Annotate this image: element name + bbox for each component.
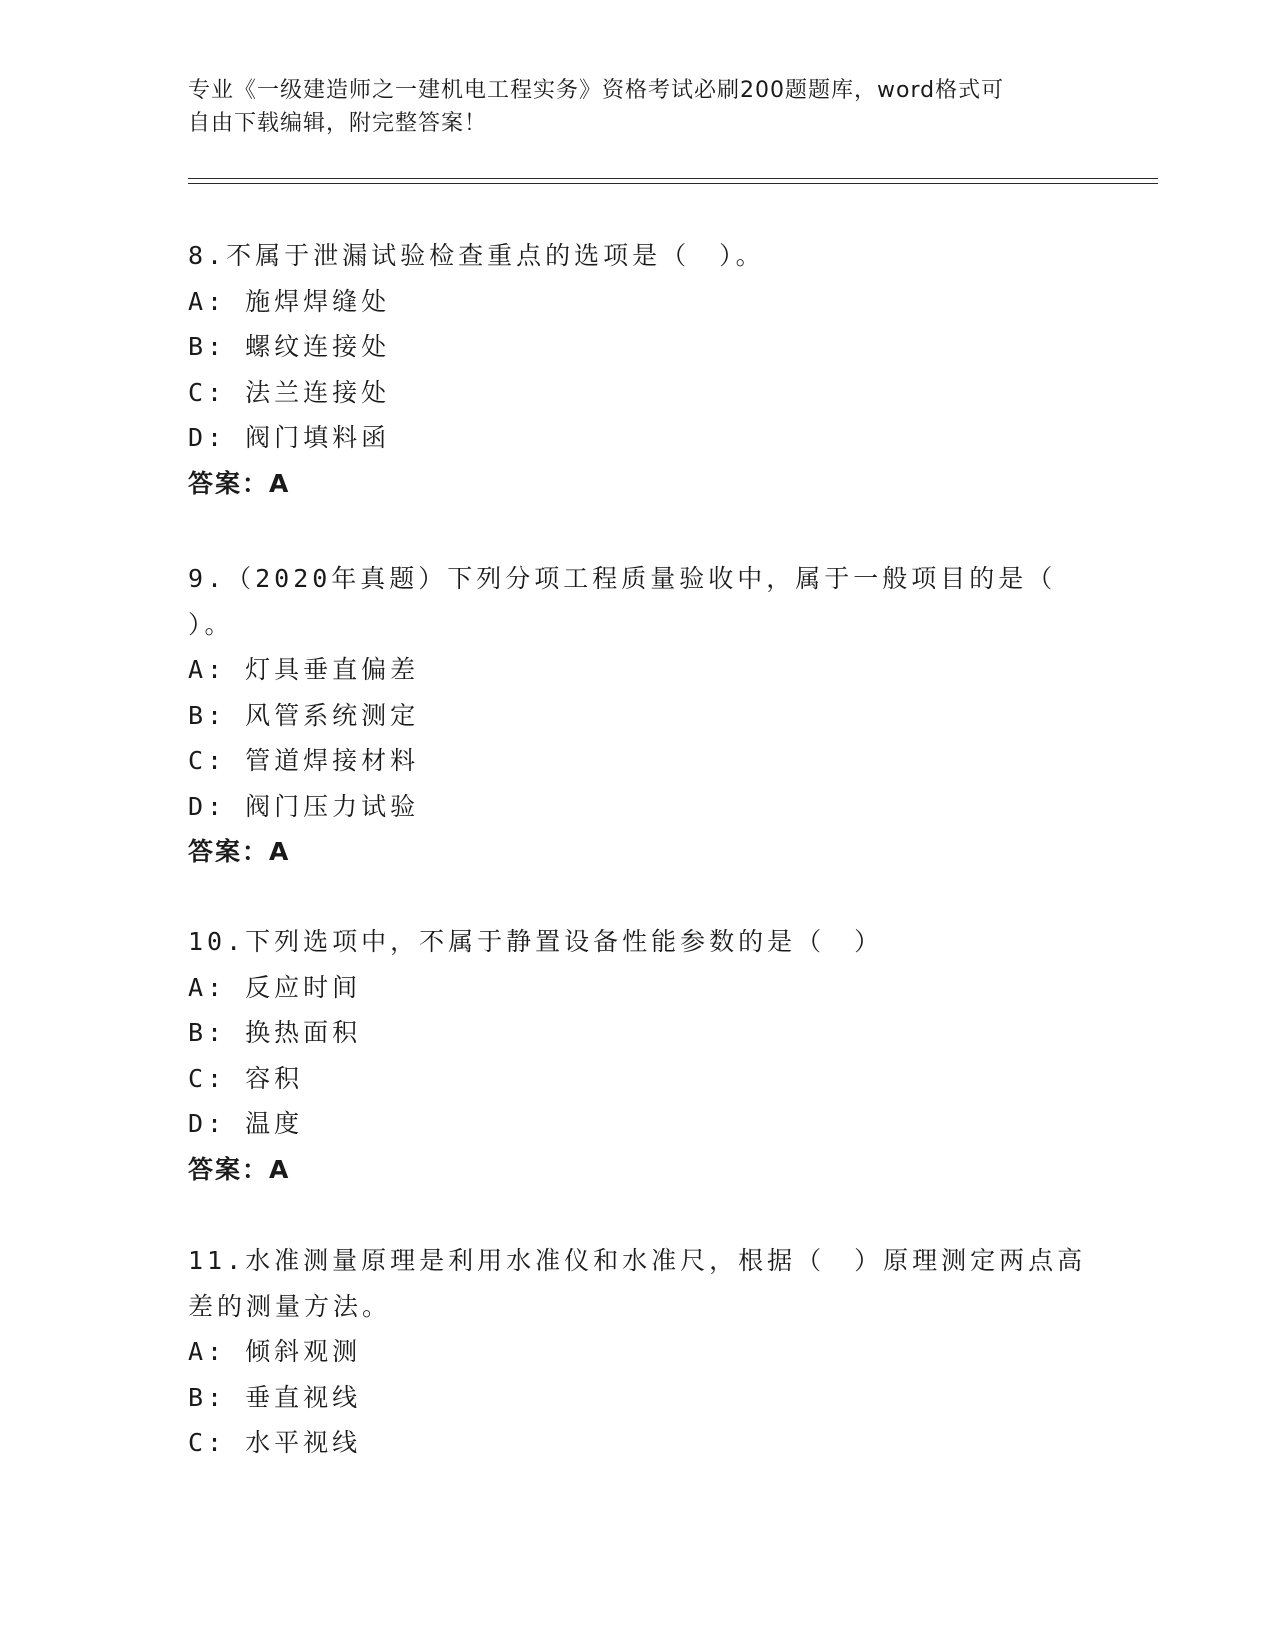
option-c: C: 法兰连接处	[188, 377, 391, 407]
option-a: A: 反应时间	[188, 972, 362, 1002]
option-c: C: 容积	[188, 1063, 304, 1093]
option-c: C: 水平视线	[188, 1428, 362, 1457]
option-b: B: 垂直视线	[188, 1382, 362, 1412]
answer-line: 答案：A	[188, 468, 291, 498]
question-stem: 11.水准测量原理是利用水准仪和水准尺，根据（ ）原理测定两点高	[188, 1246, 1087, 1275]
answer-line: 答案：A	[188, 837, 291, 866]
answer-line: 答案：A	[188, 1154, 291, 1184]
option-a: A: 施焊焊缝处	[188, 286, 391, 316]
option-c: C: 管道焊接材料	[188, 746, 420, 775]
header-line-1: 专业《一级建造师之一建机电工程实务》资格考试必刷200题题库，word格式可	[188, 78, 1005, 103]
option-b: B: 风管系统测定	[188, 700, 420, 730]
header-divider-top	[188, 178, 1158, 179]
question-8	[188, 233, 1088, 506]
option-d: D: 阀门填料函	[188, 423, 391, 452]
question-9	[188, 556, 1088, 875]
option-a: A: 倾斜观测	[188, 1337, 362, 1366]
question-11	[188, 1238, 1088, 1466]
document-header	[188, 74, 1068, 140]
header-line-2: 自由下载编辑，附完整答案！	[188, 111, 488, 136]
question-stem: 9.（2020年真题）下列分项工程质量验收中，属于一般项目的是（	[188, 564, 1057, 593]
question-10	[188, 919, 1088, 1192]
option-d: D: 阀门压力试验	[188, 791, 420, 821]
header-divider-bottom	[188, 183, 1158, 184]
question-stem: 8.不属于泄漏试验检查重点的选项是（ ）。	[188, 241, 765, 270]
option-d: D: 温度	[188, 1109, 304, 1138]
option-b: B: 螺纹连接处	[188, 332, 391, 361]
question-stem-continued: 差的测量方法。	[188, 1291, 392, 1321]
option-a: A: 灯具垂直偏差	[188, 655, 420, 684]
option-b: B: 换热面积	[188, 1018, 362, 1047]
question-stem-continued: ）。	[188, 609, 234, 639]
question-stem: 10.下列选项中，不属于静置设备性能参数的是（ ）	[188, 927, 884, 956]
